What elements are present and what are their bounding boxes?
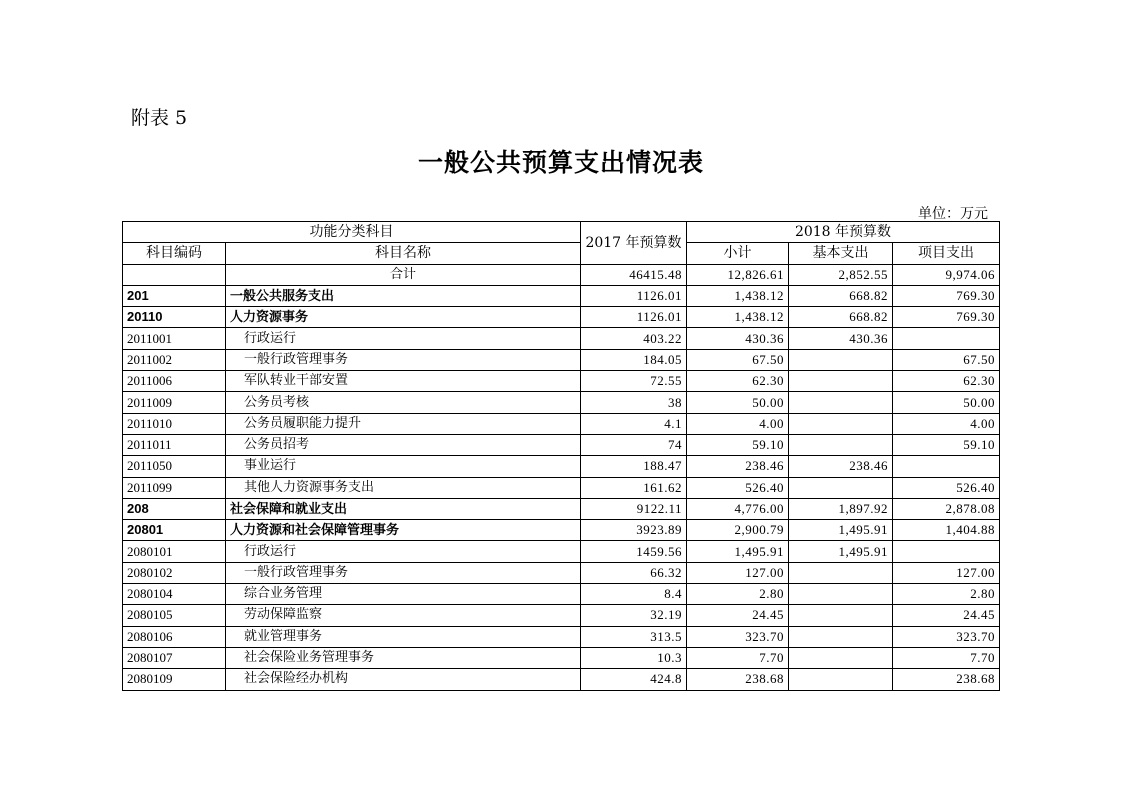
basic-cell [789, 392, 893, 413]
table-row [123, 392, 1000, 413]
header-code: 科目编码 [123, 243, 226, 264]
project-cell: 769.30 [893, 285, 1000, 306]
table-row [123, 605, 1000, 626]
code-cell: 20801 [123, 520, 226, 541]
basic-cell [789, 371, 893, 392]
project-cell [893, 328, 1000, 349]
code-cell: 2080101 [123, 541, 226, 562]
basic-cell: 668.82 [789, 307, 893, 328]
header-name: 科目名称 [226, 243, 581, 264]
table-body [123, 264, 1000, 690]
table-row [123, 371, 1000, 392]
code-cell: 2080107 [123, 647, 226, 668]
basic-cell [789, 413, 893, 434]
subtotal-cell: 2.80 [687, 584, 789, 605]
code-cell: 2080102 [123, 562, 226, 583]
subtotal-cell: 50.00 [687, 392, 789, 413]
subtotal-cell: 12,826.61 [687, 264, 789, 285]
basic-cell [789, 562, 893, 583]
code-cell: 2011050 [123, 456, 226, 477]
table-row [123, 562, 1000, 583]
header-budget-2017: 2017 年预算数 [581, 222, 687, 265]
basic-cell [789, 434, 893, 455]
subtotal-cell: 1,495.91 [687, 541, 789, 562]
code-cell: 201 [123, 285, 226, 306]
table-row [123, 626, 1000, 647]
project-cell: 7.70 [893, 647, 1000, 668]
table-row [123, 285, 1000, 306]
table-row [123, 434, 1000, 455]
header-basic: 基本支出 [789, 243, 893, 264]
name-cell: 社会保障和就业支出 [226, 498, 581, 519]
code-cell: 2011011 [123, 434, 226, 455]
name-cell: 公务员招考 [226, 434, 581, 455]
name-cell: 行政运行 [226, 328, 581, 349]
project-cell [893, 541, 1000, 562]
subtotal-cell: 323.70 [687, 626, 789, 647]
table-row [123, 456, 1000, 477]
basic-cell: 1,495.91 [789, 520, 893, 541]
subtotal-cell: 62.30 [687, 371, 789, 392]
project-cell: 62.30 [893, 371, 1000, 392]
page-title: 一般公共预算支出情况表 [417, 148, 704, 177]
name-cell: 一般行政管理事务 [226, 562, 581, 583]
code-cell: 2011010 [123, 413, 226, 434]
appendix-label: 附表 5 [131, 107, 188, 129]
name-cell: 其他人力资源事务支出 [226, 477, 581, 498]
table-header [123, 222, 1000, 265]
budget-2017-cell: 4.1 [581, 413, 687, 434]
code-cell: 20110 [123, 307, 226, 328]
budget-2017-cell: 313.5 [581, 626, 687, 647]
basic-cell [789, 647, 893, 668]
project-cell: 127.00 [893, 562, 1000, 583]
subtotal-cell: 1,438.12 [687, 307, 789, 328]
budget-2017-cell: 10.3 [581, 647, 687, 668]
subtotal-cell: 526.40 [687, 477, 789, 498]
unit-label: 单位：万元 [918, 206, 988, 222]
project-cell: 1,404.88 [893, 520, 1000, 541]
budget-2017-cell: 1126.01 [581, 307, 687, 328]
header-row-2 [123, 243, 1000, 264]
name-cell: 行政运行 [226, 541, 581, 562]
project-cell: 769.30 [893, 307, 1000, 328]
basic-cell [789, 477, 893, 498]
name-cell: 社会保险经办机构 [226, 669, 581, 690]
budget-2017-cell: 184.05 [581, 349, 687, 370]
name-cell: 一般公共服务支出 [226, 285, 581, 306]
basic-cell: 2,852.55 [789, 264, 893, 285]
basic-cell [789, 669, 893, 690]
project-cell: 526.40 [893, 477, 1000, 498]
project-cell: 4.00 [893, 413, 1000, 434]
table-row [123, 669, 1000, 690]
budget-2017-cell: 38 [581, 392, 687, 413]
project-cell: 9,974.06 [893, 264, 1000, 285]
project-cell: 24.45 [893, 605, 1000, 626]
subtotal-cell: 1,438.12 [687, 285, 789, 306]
name-cell: 人力资源事务 [226, 307, 581, 328]
name-cell: 综合业务管理 [226, 584, 581, 605]
name-cell: 公务员考核 [226, 392, 581, 413]
name-cell: 社会保险业务管理事务 [226, 647, 581, 668]
budget-2017-cell: 1126.01 [581, 285, 687, 306]
header-project: 项目支出 [893, 243, 1000, 264]
budget-2017-cell: 403.22 [581, 328, 687, 349]
budget-2017-cell: 3923.89 [581, 520, 687, 541]
project-cell: 59.10 [893, 434, 1000, 455]
project-cell: 323.70 [893, 626, 1000, 647]
budget-2017-cell: 1459.56 [581, 541, 687, 562]
name-cell: 公务员履职能力提升 [226, 413, 581, 434]
basic-cell: 1,897.92 [789, 498, 893, 519]
table-row [123, 264, 1000, 285]
project-cell: 2.80 [893, 584, 1000, 605]
header-category-group: 功能分类科目 [123, 222, 581, 243]
budget-2017-cell: 161.62 [581, 477, 687, 498]
basic-cell [789, 349, 893, 370]
code-cell: 2011099 [123, 477, 226, 498]
code-cell: 208 [123, 498, 226, 519]
code-cell [123, 264, 226, 285]
project-cell [893, 456, 1000, 477]
code-cell: 2011009 [123, 392, 226, 413]
name-cell: 劳动保障监察 [226, 605, 581, 626]
subtotal-cell: 59.10 [687, 434, 789, 455]
subtotal-cell: 24.45 [687, 605, 789, 626]
table-row [123, 520, 1000, 541]
subtotal-cell: 7.70 [687, 647, 789, 668]
budget-2017-cell: 32.19 [581, 605, 687, 626]
name-cell: 军队转业干部安置 [226, 371, 581, 392]
subtotal-cell: 238.68 [687, 669, 789, 690]
code-cell: 2080106 [123, 626, 226, 647]
basic-cell: 668.82 [789, 285, 893, 306]
project-cell: 238.68 [893, 669, 1000, 690]
basic-cell: 430.36 [789, 328, 893, 349]
code-cell: 2011002 [123, 349, 226, 370]
header-subtotal: 小计 [687, 243, 789, 264]
basic-cell [789, 626, 893, 647]
budget-table [122, 221, 1000, 691]
table-row [123, 541, 1000, 562]
subtotal-cell: 4.00 [687, 413, 789, 434]
name-cell: 一般行政管理事务 [226, 349, 581, 370]
code-cell: 2011001 [123, 328, 226, 349]
name-cell: 事业运行 [226, 456, 581, 477]
budget-2017-cell: 74 [581, 434, 687, 455]
basic-cell: 238.46 [789, 456, 893, 477]
budget-2017-cell: 72.55 [581, 371, 687, 392]
basic-cell [789, 605, 893, 626]
subtotal-cell: 238.46 [687, 456, 789, 477]
table-row [123, 328, 1000, 349]
table-row [123, 349, 1000, 370]
basic-cell [789, 584, 893, 605]
budget-2017-cell: 9122.11 [581, 498, 687, 519]
code-cell: 2080104 [123, 584, 226, 605]
table-row [123, 647, 1000, 668]
budget-2017-cell: 424.8 [581, 669, 687, 690]
table-row [123, 413, 1000, 434]
table-row [123, 307, 1000, 328]
project-cell: 2,878.08 [893, 498, 1000, 519]
basic-cell: 1,495.91 [789, 541, 893, 562]
project-cell: 50.00 [893, 392, 1000, 413]
budget-2017-cell: 188.47 [581, 456, 687, 477]
name-cell: 就业管理事务 [226, 626, 581, 647]
name-cell: 人力资源和社会保障管理事务 [226, 520, 581, 541]
project-cell: 67.50 [893, 349, 1000, 370]
table-row [123, 584, 1000, 605]
table-row [123, 498, 1000, 519]
subtotal-cell: 127.00 [687, 562, 789, 583]
name-cell: 合计 [226, 264, 581, 285]
code-cell: 2011006 [123, 371, 226, 392]
header-row-1 [123, 222, 1000, 243]
header-budget-2018: 2018 年预算数 [687, 222, 1000, 243]
subtotal-cell: 2,900.79 [687, 520, 789, 541]
subtotal-cell: 430.36 [687, 328, 789, 349]
code-cell: 2080109 [123, 669, 226, 690]
budget-2017-cell: 8.4 [581, 584, 687, 605]
table-row [123, 477, 1000, 498]
subtotal-cell: 67.50 [687, 349, 789, 370]
subtotal-cell: 4,776.00 [687, 498, 789, 519]
budget-2017-cell: 46415.48 [581, 264, 687, 285]
budget-2017-cell: 66.32 [581, 562, 687, 583]
code-cell: 2080105 [123, 605, 226, 626]
